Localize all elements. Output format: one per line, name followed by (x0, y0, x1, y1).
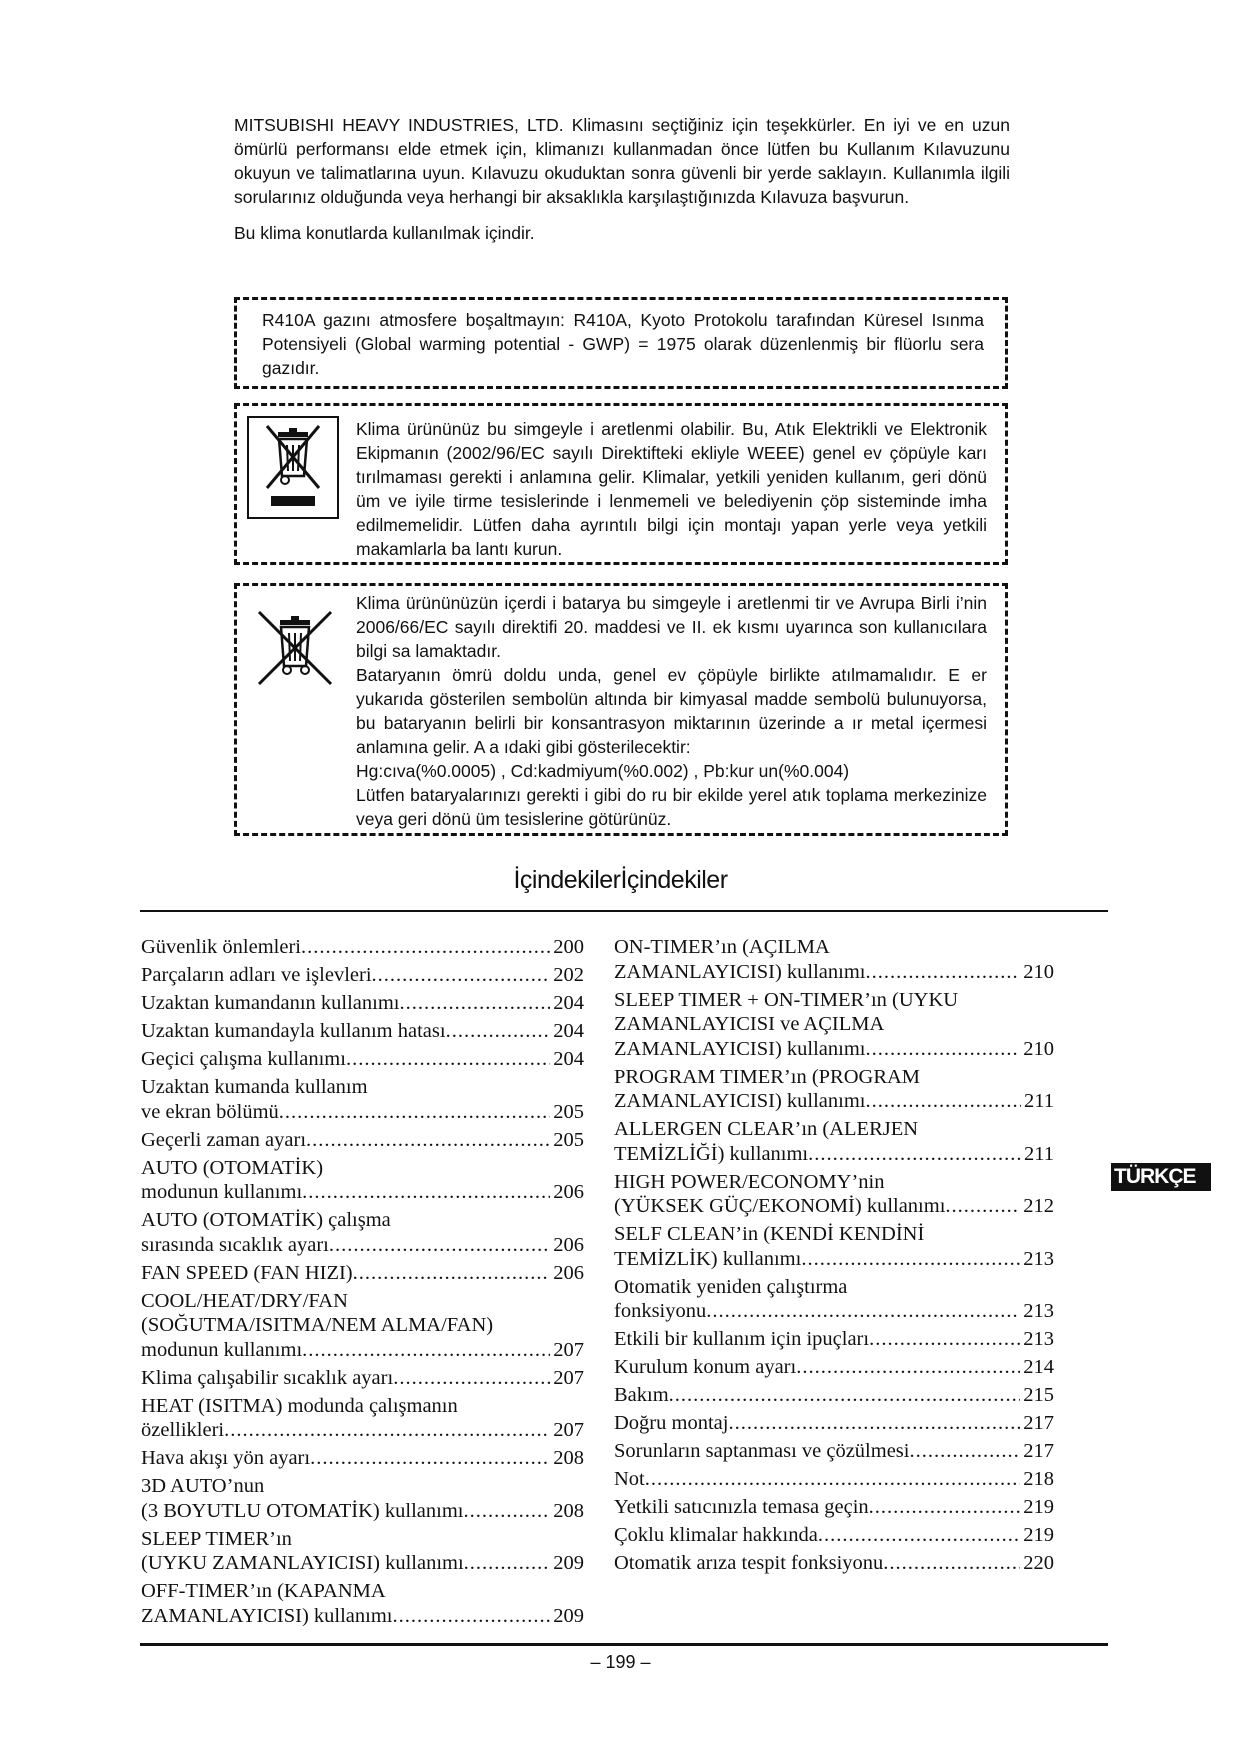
toc-entry[interactable] (141, 1075, 584, 1124)
weee-notice-box (234, 403, 1008, 565)
toc-entry-line: AUTO (OTOMATİK) (141, 1156, 324, 1179)
toc-entry-line: ALLERGEN CLEAR’ın (ALERJEN (614, 1118, 919, 1140)
toc-dot-leader (393, 1366, 550, 1391)
toc-entry-line: SLEEP TIMER + ON-TIMER’ın (UYKU (614, 988, 959, 1011)
toc-entry-final-line (614, 1495, 1054, 1520)
toc-entry[interactable] (141, 963, 584, 988)
toc-entry-title: fonksiyonu (614, 1300, 707, 1322)
toc-entry-final-line (614, 1523, 1054, 1548)
toc-entry-line: AUTO (OTOMATİK) çalışma (141, 1209, 391, 1231)
toc-entry-title: TEMİZLİĞİ) kullanımı (614, 1142, 809, 1165)
toc-entry-final-line (141, 991, 584, 1016)
toc-left-column (141, 935, 584, 1632)
toc-entry-title: ve ekran bölümü (141, 1100, 279, 1123)
toc-entry-line: OFF-TIMER’ın (KAPANMA (141, 1580, 386, 1602)
toc-entry-line: PROGRAM TIMER’ın (PROGRAM (614, 1065, 921, 1088)
intro-paragraph: MITSUBISHI HEAVY INDUSTRIES, LTD. Klimasını seçtiğiniz için teşekkürler. En iyi ve en uzun ömürlü performansı elde etmek için, klimanızı kullanmadan önce lütfen bu Kullanım Kılavuzunu okuyun ve talimatlarına uyun. Kılavuzu okuduktan sonra güvenli bir yerde saklayın. Kullanımla ilgili sorularınız olduğunda veya herhangi bir aksaklıkla karşılaştığınızda Kılavuza başvurun. (234, 115, 1010, 207)
battery-notice-line: Bataryanın ömrü doldu unda, genel ev çöpüyle birlikte atılmamalıdır. E er yukarıda gösterilen sembolün altında bir kimyasal madde sembolü bulunuyorsa, bu bataryanın belirli bir konsantrasyon miktarının üzerinde a ır metal içermesi anlamına gelir. A a ıdaki gibi gösterilecektir: (356, 665, 987, 757)
toc-page-number: 206 (553, 1261, 584, 1284)
toc-entry-final-line (141, 1338, 584, 1363)
toc-entry-title: Otomatik arıza tespit fonksiyonu (614, 1552, 884, 1574)
toc-entry[interactable] (614, 935, 1054, 984)
toc-dot-leader (728, 1411, 1020, 1436)
toc-entry[interactable] (141, 1394, 584, 1443)
toc-entry-final-line (614, 1089, 1054, 1114)
toc-entry-final-line (141, 1366, 584, 1391)
toc-dot-leader (302, 1180, 550, 1205)
battery-notice-line: Lütfen bataryalarınızı gerekti i gibi do ru bir ekilde yerel atık toplama merkezinize veya geri dönü üm tesislerine götürünüz. (356, 785, 987, 829)
toc-page-number: 213 (1023, 1300, 1054, 1322)
toc-dot-leader (310, 1446, 550, 1471)
battery-notice-text (356, 591, 987, 831)
toc-entry-title: ZAMANLAYICISI) kullanımı (614, 1037, 866, 1060)
toc-entry-final-line (141, 1499, 584, 1524)
toc-entry-title: özellikleri (141, 1419, 225, 1441)
toc-dot-leader (306, 1128, 550, 1153)
toc-entry-final-line (614, 1467, 1054, 1492)
toc-page-number: 215 (1023, 1384, 1054, 1406)
toc-page-number: 204 (553, 1048, 584, 1070)
toc-dot-leader (818, 1523, 1020, 1548)
toc-entry[interactable] (141, 1261, 584, 1286)
toc-entry-final-line (614, 1327, 1054, 1352)
toc-entry-final-line (614, 1439, 1054, 1464)
toc-page-number: 219 (1023, 1524, 1054, 1546)
toc-entry[interactable] (141, 1579, 584, 1628)
toc-dot-leader (329, 1233, 550, 1258)
toc-entry[interactable] (141, 1366, 584, 1391)
toc-entry-line: 3D AUTO’nun (141, 1475, 265, 1497)
toc-entry-final-line (614, 1299, 1054, 1324)
toc-entry-final-line (141, 1180, 584, 1205)
toc-entry-title: ZAMANLAYICISI) kullanımı (614, 1090, 866, 1112)
toc-entry[interactable] (614, 1117, 1054, 1166)
toc-entry[interactable] (614, 1467, 1054, 1492)
toc-entry[interactable] (141, 1289, 584, 1363)
toc-page-number: 208 (553, 1447, 584, 1469)
toc-dot-leader (808, 1142, 1021, 1167)
toc-dot-leader (393, 1604, 551, 1629)
toc-dot-leader (866, 1089, 1022, 1114)
toc-entry-title: Doğru montaj (614, 1412, 729, 1434)
toc-page-number: 200 (553, 936, 584, 958)
language-tab: TÜRKÇE (1111, 1163, 1211, 1191)
toc-dot-leader (869, 1327, 1020, 1352)
toc-entry-final-line (141, 1019, 584, 1044)
toc-page-number: 204 (553, 1020, 584, 1042)
toc-entry[interactable] (614, 1495, 1054, 1520)
toc-dot-leader (446, 1019, 551, 1044)
toc-entry-title: ZAMANLAYICISI) kullanımı (614, 960, 866, 983)
toc-entry-line: HIGH POWER/ECONOMY’nin (614, 1170, 885, 1193)
toc-bottom-rule (140, 1643, 1108, 1646)
toc-entry-final-line (614, 960, 1054, 985)
toc-page-number: 210 (1023, 1037, 1054, 1060)
toc-entry-title: sırasında sıcaklık ayarı (141, 1233, 329, 1256)
toc-dot-leader (645, 1467, 1021, 1492)
toc-entry-line: ZAMANLAYICISI ve AÇILMA (614, 1013, 885, 1035)
toc-entry-final-line (141, 1233, 584, 1258)
toc-dot-leader (302, 1338, 550, 1363)
toc-entry-line: Otomatik yeniden çalıştırma (614, 1275, 848, 1298)
toc-entry[interactable] (141, 1128, 584, 1153)
toc-entry-title: Güvenlik önlemleri (141, 936, 301, 958)
toc-page-number: 204 (553, 992, 584, 1014)
intro-text (234, 113, 1010, 245)
toc-entry-title: ZAMANLAYICISI) kullanımı (141, 1604, 393, 1627)
toc-entry-title: Kurulum konum ayarı (614, 1356, 797, 1378)
toc-entry-final-line (141, 1418, 584, 1443)
toc-page-number: 218 (1023, 1468, 1054, 1490)
toc-entry-final-line (614, 1355, 1054, 1380)
toc-dot-leader (301, 935, 550, 960)
toc-entry-line: COOL/HEAT/DRY/FAN (141, 1289, 348, 1312)
toc-dot-leader (866, 960, 1021, 985)
toc-entry[interactable] (614, 1383, 1054, 1408)
toc-page-number: 217 (1023, 1440, 1054, 1462)
toc-entry-final-line (614, 1142, 1054, 1167)
toc-entry-title: (3 BOYUTLU OTOMATİK) kullanımı (141, 1499, 464, 1522)
toc-page-number: 209 (553, 1604, 584, 1627)
toc-dot-leader (279, 1100, 550, 1125)
crossed-out-wheelie-bin-icon (247, 416, 339, 519)
toc-entry-final-line (141, 1128, 584, 1153)
crossed-out-bin-icon (247, 604, 343, 700)
toc-entry[interactable] (141, 1208, 584, 1257)
toc-entry[interactable] (614, 1355, 1054, 1380)
toc-page-number: 210 (1023, 960, 1054, 983)
toc-page-number: 212 (1023, 1195, 1054, 1217)
toc-entry-title: TEMİZLİK) kullanımı (614, 1247, 802, 1270)
toc-entry-title: Yetkili satıcınızla temasa geçin (614, 1496, 869, 1518)
toc-entry-title: Sorunların saptanması ve çözülmesi (614, 1440, 910, 1462)
toc-entry-title: (UYKU ZAMANLAYICISI) kullanımı (141, 1552, 464, 1574)
toc-dot-leader (706, 1299, 1020, 1324)
r410a-notice-text: R410A gazını atmosfere boşaltmayın: R410A, Kyoto Protokolu tarafından Küresel Isınma Potensiyeli (Global warming potential - GWP) = 1975 olarak düzenlenmiş bir flüorlu sera gazıdır. (262, 310, 984, 378)
toc-entry[interactable] (141, 1446, 584, 1471)
toc-page-number: 206 (553, 1233, 584, 1256)
toc-entry[interactable] (141, 1156, 584, 1205)
toc-entry-line: Uzaktan kumanda kullanım (141, 1076, 368, 1098)
intro-usage-note: Bu klima konutlarda kullanılmak içindir. (234, 223, 535, 243)
toc-entry[interactable] (141, 1474, 584, 1523)
toc-entry-title: (YÜKSEK GÜÇ/EKONOMİ) kullanımı (614, 1195, 946, 1217)
toc-dot-leader (869, 1495, 1021, 1520)
toc-page-number: 207 (553, 1366, 584, 1389)
toc-entry-title: Bakım (614, 1384, 669, 1406)
toc-entry-title: Parçaların adları ve işlevleri (141, 964, 372, 986)
toc-dot-leader (399, 991, 550, 1016)
toc-entry[interactable] (614, 1327, 1054, 1352)
toc-entry[interactable] (141, 991, 584, 1016)
toc-entry-title: Not (614, 1468, 645, 1490)
toc-dot-leader (224, 1418, 550, 1443)
toc-dot-leader (796, 1355, 1020, 1380)
toc-page-number: 213 (1023, 1247, 1054, 1270)
toc-entry-title: FAN SPEED (FAN HIZI) (141, 1261, 353, 1284)
toc-entry-final-line (614, 1247, 1054, 1272)
toc-entry[interactable] (141, 935, 584, 960)
battery-notice-line: Hg:cıva(%0.0005) , Cd:kadmiyum(%0.002) , Pb:kur un(%0.004) (356, 761, 850, 781)
toc-entry[interactable] (141, 1047, 584, 1072)
toc-entry-title: Klima çalışabilir sıcaklık ayarı (141, 1366, 394, 1389)
toc-dot-leader (346, 1047, 550, 1072)
toc-entry-final-line (141, 1446, 584, 1471)
toc-entry-line: ON-TIMER’ın (AÇILMA (614, 936, 830, 958)
toc-entry[interactable] (614, 988, 1054, 1062)
toc-entry-final-line (614, 1194, 1054, 1219)
toc-dot-leader (883, 1551, 1020, 1576)
toc-entry-title: Uzaktan kumandayla kullanım hatası (141, 1020, 446, 1042)
toc-dot-leader (464, 1551, 551, 1576)
r410a-notice-box (234, 297, 1008, 389)
toc-entry-final-line (614, 1037, 1054, 1062)
toc-page-number: 205 (553, 1100, 584, 1123)
toc-page-number: 205 (553, 1128, 584, 1151)
toc-entry[interactable] (614, 1551, 1054, 1576)
toc-entry[interactable] (614, 1170, 1054, 1219)
toc-page-number: 217 (1023, 1412, 1054, 1434)
toc-entry[interactable] (614, 1275, 1054, 1324)
toc-page-number: 211 (1024, 1142, 1054, 1165)
toc-entry-final-line (141, 935, 584, 960)
weee-notice-text: Klima ürününüz bu simgeyle i aretlenmi olabilir. Bu, Atık Elektrikli ve Elektronik Ekipmanın (2002/96/EC sayılı Direktifteki ekliyle WEEE) genel ev çöpüyle karı tırılmaması gerekti i anlamına gelir. Klimalar, yetkili yeniden kullanım, geri dönü üm ve iyile tirme tesislerinde i lenmemeli ve belediyenin çöp sisteminde imha edilmemelidir. Lütfen daha ayrıntılı bilgi için montajı yapan yerle veya yetkili makamlarla ba lantı kurun. (356, 419, 987, 559)
toc-right-column (614, 935, 1054, 1579)
battery-notice-line: Klima ürününüzün içerdi i batarya bu simgeyle i aretlenmi tir ve Avrupa Birli i’nin 2006/66/EC sayılı direktifi 20. maddesi ve II. ek kısmı uyarınca son kullanıcılara bilgi sa lamaktadır. (356, 593, 987, 661)
toc-top-rule (140, 910, 1108, 912)
toc-entry-title: Etkili bir kullanım için ipuçları (614, 1328, 870, 1350)
toc-entry[interactable] (614, 1065, 1054, 1114)
toc-page-number: 214 (1023, 1356, 1054, 1378)
toc-entry[interactable] (614, 1523, 1054, 1548)
toc-entry[interactable] (141, 1527, 584, 1576)
toc-entry-final-line (614, 1411, 1054, 1436)
toc-page-number: 209 (553, 1552, 584, 1574)
toc-page-number: 207 (553, 1338, 584, 1361)
toc-entry[interactable] (614, 1222, 1054, 1271)
toc-page-number: 206 (553, 1181, 584, 1203)
toc-page-number: 220 (1023, 1552, 1054, 1574)
toc-page-number: 213 (1023, 1328, 1054, 1350)
toc-title: İçindekilerİçindekiler (513, 866, 728, 894)
toc-entry-final-line (141, 1604, 584, 1629)
toc-dot-leader (866, 1037, 1021, 1062)
toc-entry-title: Uzaktan kumandanın kullanımı (141, 992, 400, 1014)
toc-entry-line: (SOĞUTMA/ISITMA/NEM ALMA/FAN) (141, 1314, 494, 1336)
toc-page-number: 211 (1024, 1090, 1054, 1112)
toc-entry[interactable] (141, 1019, 584, 1044)
toc-entry-final-line (141, 1100, 584, 1125)
toc-entry-title: Geçerli zaman ayarı (141, 1128, 307, 1151)
toc-page-number: 208 (553, 1499, 584, 1522)
battery-notice-box (234, 583, 1008, 836)
toc-entry-final-line (141, 1261, 584, 1286)
toc-dot-leader (463, 1499, 550, 1524)
toc-page-number: 207 (553, 1419, 584, 1441)
toc-entry-title: Geçici çalışma kullanımı (141, 1048, 346, 1070)
toc-entry-title: modunun kullanımı (141, 1181, 303, 1203)
toc-entry-final-line (141, 1047, 584, 1072)
toc-dot-leader (669, 1383, 1021, 1408)
toc-dot-leader (801, 1247, 1020, 1272)
toc-entry-title: Hava akışı yön ayarı (141, 1447, 311, 1469)
toc-dot-leader (909, 1439, 1020, 1464)
toc-page-number: 202 (553, 964, 584, 986)
toc-entry-final-line (614, 1551, 1054, 1576)
toc-entry-final-line (141, 1551, 584, 1576)
toc-dot-leader (372, 963, 551, 988)
toc-entry-line: HEAT (ISITMA) modunda çalışmanın (141, 1394, 458, 1417)
toc-entry[interactable] (614, 1439, 1054, 1464)
toc-entry-line: SLEEP TIMER’ın (141, 1527, 292, 1550)
toc-entry[interactable] (614, 1411, 1054, 1436)
toc-dot-leader (353, 1261, 551, 1286)
toc-page-number: 219 (1023, 1496, 1054, 1518)
toc-entry-final-line (614, 1383, 1054, 1408)
page-number: – 199 – (590, 1652, 651, 1672)
toc-dot-leader (945, 1194, 1020, 1219)
toc-entry-title: modunun kullanımı (141, 1338, 303, 1361)
toc-entry-final-line (141, 963, 584, 988)
toc-entry-line: SELF CLEAN’in (KENDİ KENDİNİ (614, 1223, 925, 1245)
toc-entry-title: Çoklu klimalar hakkında (614, 1524, 818, 1546)
